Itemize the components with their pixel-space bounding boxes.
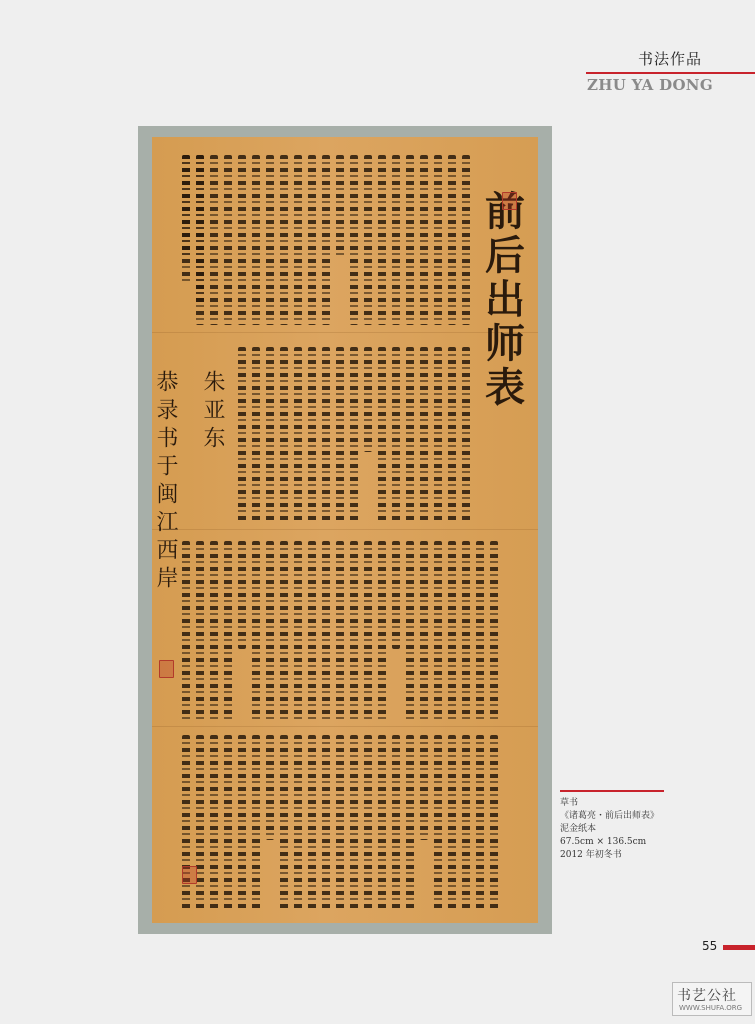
text-column — [462, 347, 470, 522]
text-column — [308, 541, 316, 721]
signature-line-2: 恭录书于闽江西岸 — [153, 370, 178, 594]
seal-stamp — [159, 660, 174, 678]
text-column — [364, 155, 372, 325]
caption-work-title: 《诸葛亮・前后出师表》 — [560, 811, 660, 821]
text-column — [364, 347, 372, 452]
text-column — [350, 735, 358, 910]
text-column — [434, 347, 442, 522]
text-column — [448, 347, 456, 522]
text-column — [364, 541, 372, 721]
text-column — [350, 155, 358, 325]
header-title: 书法作品 — [638, 50, 703, 68]
text-column — [336, 541, 344, 721]
caption-material: 泥金纸本 — [560, 824, 597, 834]
text-column — [252, 541, 260, 721]
text-column — [266, 155, 274, 325]
text-column — [224, 155, 232, 325]
text-column — [252, 155, 260, 325]
text-column — [378, 347, 386, 522]
text-column — [434, 155, 442, 325]
text-column — [322, 735, 330, 910]
seal-stamp — [182, 866, 197, 884]
caption-dimensions: 67.5cm × 136.5cm — [560, 837, 647, 847]
text-column — [238, 347, 246, 522]
text-column — [322, 541, 330, 721]
text-column — [322, 155, 330, 325]
text-column — [434, 735, 442, 910]
text-column — [420, 541, 428, 721]
text-column — [280, 155, 288, 325]
panel-divider — [152, 726, 538, 727]
text-column — [294, 541, 302, 721]
header-rule — [586, 72, 755, 74]
text-column — [350, 541, 358, 721]
text-column — [294, 155, 302, 325]
text-column — [322, 347, 330, 522]
text-column — [434, 541, 442, 721]
text-column — [336, 155, 344, 257]
text-column — [280, 541, 288, 721]
caption-script-type: 草书 — [560, 798, 579, 808]
text-column — [420, 735, 428, 840]
text-column — [462, 541, 470, 721]
text-column — [238, 541, 246, 649]
text-column — [490, 735, 498, 910]
text-column — [448, 541, 456, 721]
artist-name: ZHU YA DONG — [587, 76, 713, 94]
text-column — [378, 735, 386, 910]
text-column — [420, 155, 428, 325]
text-column — [448, 155, 456, 325]
text-column — [406, 155, 414, 325]
text-column — [392, 155, 400, 325]
page-number: 55 — [702, 939, 718, 953]
text-column — [224, 735, 232, 910]
text-column — [378, 541, 386, 721]
text-column — [308, 347, 316, 522]
text-column — [336, 735, 344, 910]
text-column — [476, 541, 484, 721]
text-column — [462, 155, 470, 325]
watermark-logo-text: 书艺公社 — [677, 988, 737, 1004]
text-column — [420, 347, 428, 522]
page-number-bar — [723, 945, 755, 950]
text-column — [350, 347, 358, 522]
text-column — [294, 347, 302, 522]
text-column — [266, 735, 274, 840]
watermark-logo — [672, 982, 752, 1016]
text-column — [210, 735, 218, 910]
text-column — [406, 347, 414, 522]
text-column — [462, 735, 470, 910]
signature — [150, 370, 228, 594]
text-column — [252, 735, 260, 910]
text-column — [490, 541, 498, 721]
text-column — [196, 735, 204, 910]
text-column — [266, 541, 274, 721]
signature-line-1: 朱亚东 — [200, 370, 225, 454]
text-column — [182, 155, 190, 285]
text-column — [336, 347, 344, 522]
caption-date: 2012 年初冬书 — [560, 850, 622, 860]
text-column — [392, 735, 400, 910]
calligraphy-title: 前后出师表 — [478, 190, 526, 410]
text-column — [378, 155, 386, 325]
text-column — [448, 735, 456, 910]
text-column — [280, 347, 288, 522]
text-column — [266, 347, 274, 522]
text-column — [364, 735, 372, 910]
text-column — [392, 541, 400, 649]
text-column — [476, 735, 484, 910]
text-column — [406, 541, 414, 721]
text-column — [196, 155, 204, 305]
text-column — [294, 735, 302, 910]
caption-rule — [560, 790, 664, 792]
text-column — [392, 347, 400, 522]
text-column — [406, 735, 414, 910]
watermark-url: WWW.SHUFA.ORG — [679, 1004, 743, 1012]
text-column — [280, 735, 288, 910]
seal-stamp — [502, 192, 517, 210]
text-column — [238, 735, 246, 910]
text-column — [210, 155, 218, 325]
artwork-caption — [560, 797, 659, 862]
text-column — [308, 155, 316, 325]
text-column — [252, 347, 260, 522]
text-column — [308, 735, 316, 910]
text-column — [238, 155, 246, 325]
